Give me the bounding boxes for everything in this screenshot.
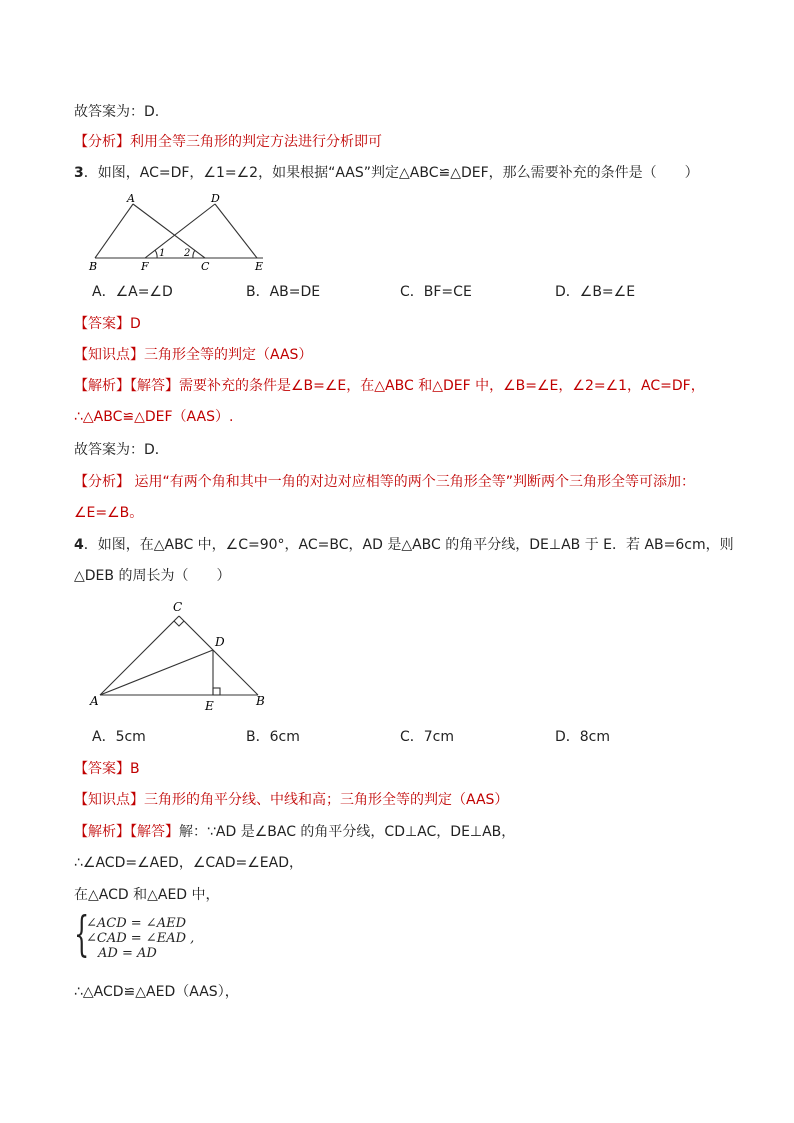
q3-option-c: C．BF=CE — [400, 284, 472, 300]
q4-equation-system — [74, 906, 195, 962]
q4-option-d: D．8cm — [555, 729, 611, 745]
q3-jx-tag: 【解析】【解答】 — [74, 378, 179, 394]
q3-figure — [85, 190, 275, 275]
analysis-text: 利用全等三角形的判定方法进行分析即可 — [130, 134, 382, 150]
q3-answer — [74, 314, 141, 334]
q4-figure — [88, 598, 273, 713]
q3-angle-2: 2 — [184, 248, 191, 259]
q4-kp-text: 三角形的角平分线、中线和高；三角形全等的判定（AAS） — [144, 792, 509, 808]
q3-angle-1: 1 — [159, 248, 166, 259]
q3-fx-tag: 【分析】 — [74, 474, 130, 490]
q3-label-F: F — [141, 260, 149, 273]
q4-jx-text: 解：∵AD 是∠BAC 的角平分线，CD⊥AC，DE⊥AB， — [179, 824, 516, 840]
q3-number: 3 — [74, 165, 84, 181]
q3-label-A: A — [127, 192, 135, 205]
q3-kp-text: 三角形全等的判定（AAS） — [144, 347, 313, 363]
q4-answer — [74, 759, 140, 779]
q3-conclusion: ∴△ABC≌△DEF（AAS）. — [74, 409, 234, 425]
q3-final-answer: 故答案为：D． — [74, 442, 169, 458]
q4-answer-tag: 【答案】 — [74, 761, 130, 777]
q3-answer-tag: 【答案】 — [74, 316, 130, 332]
q4-solution-line3: 在△ACD 和△AED 中， — [74, 887, 220, 903]
q4-stem-line1 — [74, 535, 734, 555]
q4-label-D: D — [215, 635, 225, 649]
q3-option-b: B．AB=DE — [246, 284, 321, 300]
q3-stem — [74, 163, 699, 183]
q3-label-D: D — [211, 192, 220, 205]
system-row-2: ∠CAD = ∠EAD , — [86, 931, 195, 946]
q4-option-a: A．5cm — [92, 729, 146, 745]
q3-fx-text: 运用“有两个角和其中一角的对边对应相等的两个三角形全等”判断两个三角形全等可添加： — [130, 474, 695, 490]
q4-option-b: B．6cm — [246, 729, 300, 745]
q3-option-a: A．∠A=∠D — [92, 284, 173, 300]
q4-label-E: E — [205, 699, 214, 713]
q4-number: 4 — [74, 537, 84, 553]
q3-label-B: B — [89, 260, 98, 273]
q4-label-B: B — [256, 694, 265, 708]
prev-answer-line: 故答案为：D. — [74, 104, 160, 120]
q3-analysis — [74, 472, 695, 492]
q4-stem-text-1: ．如图，在△ABC 中，∠C=90°，AC=BC，AD 是△ABC 的角平分线，DE⊥AB 于 E．若 AB=6cm，则 — [83, 537, 734, 553]
q3-stem-text: ．如图，AC=DF，∠1=∠2，如果根据“AAS”判定△ABC≌△DEF，那么需要补充的条件是（ ） — [83, 165, 699, 181]
q3-label-E: E — [255, 260, 264, 273]
analysis-tag: 【分析】 — [74, 134, 130, 150]
q4-label-C: C — [173, 600, 183, 614]
q4-kp-tag: 【知识点】 — [74, 792, 144, 808]
q3-option-d: D．∠B=∠E — [555, 284, 636, 300]
q4-answer-value: B — [130, 761, 140, 777]
q4-label-A: A — [90, 694, 99, 708]
q4-solution — [74, 822, 515, 842]
prev-analysis-line — [74, 132, 382, 152]
q4-solution-line4: ∴△ACD≌△AED（AAS）， — [74, 984, 239, 1000]
q3-kp-tag: 【知识点】 — [74, 347, 144, 363]
q4-stem-line2: △DEB 的周长为（ ） — [74, 568, 231, 584]
system-brace: { — [74, 906, 90, 962]
q3-knowledge — [74, 345, 312, 365]
q3-analysis-cont: ∠E=∠B。 — [74, 505, 144, 521]
q3-label-C: C — [201, 260, 210, 273]
q3-answer-value: D — [130, 316, 141, 332]
q4-solution-line2: ∴∠ACD=∠AED，∠CAD=∠EAD， — [74, 855, 303, 871]
q4-jx-tag: 【解析】【解答】 — [74, 824, 179, 840]
q4-option-c: C．7cm — [400, 729, 455, 745]
system-row-1: ∠ACD = ∠AED — [86, 916, 187, 931]
q4-knowledge — [74, 790, 508, 810]
q3-jx-text: 需要补充的条件是∠B=∠E，在△ABC 和△DEF 中，∠B=∠E，∠2=∠1，AC=DF， — [179, 378, 705, 394]
system-row-3: AD = AD — [98, 946, 157, 961]
q3-solution — [74, 376, 705, 396]
